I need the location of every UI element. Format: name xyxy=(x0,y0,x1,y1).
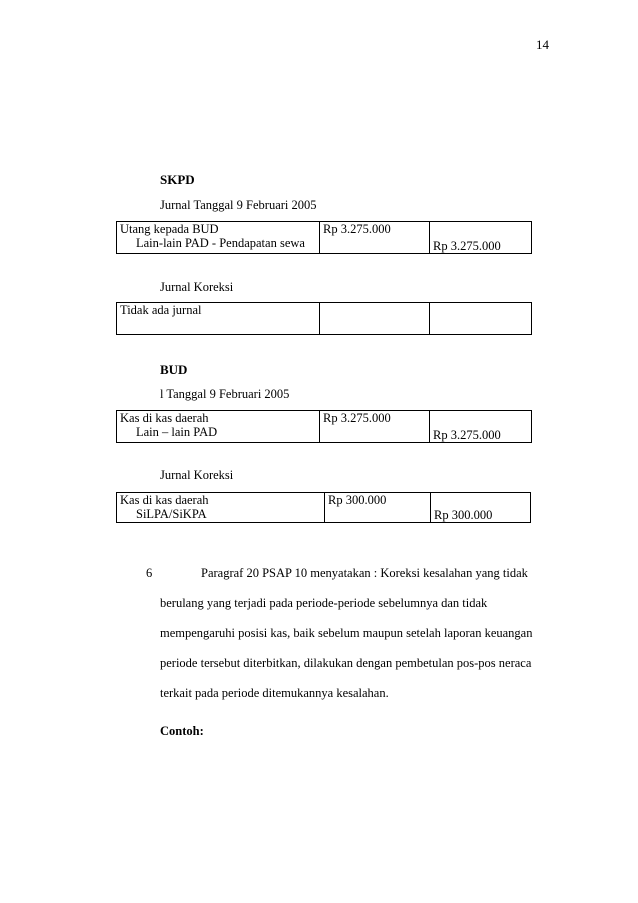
bud-heading: BUD xyxy=(160,362,188,377)
debit-account: Utang kepada BUD xyxy=(120,222,219,236)
credit-amount: Rp 3.275.000 xyxy=(433,428,501,442)
bud-journal-title: l Tanggal 9 Februari 2005 xyxy=(160,387,290,401)
paragraph-first-line: Paragraf 20 PSAP 10 menyatakan : Koreksi kesalahan yang tidak xyxy=(201,566,528,580)
skpd-correction-table xyxy=(116,302,532,335)
credit-cell xyxy=(430,222,532,254)
debit-cell xyxy=(320,411,430,443)
credit-account: Lain-lain PAD - Pendapatan sewa xyxy=(136,236,305,250)
paragraph-line: berulang yang terjadi pada periode-periode sebelumnya dan tidak xyxy=(160,596,488,610)
account-cell xyxy=(117,222,320,254)
account-cell xyxy=(117,411,320,443)
bud-journal-table xyxy=(116,410,532,443)
skpd-journal-table xyxy=(116,221,532,254)
debit-account: Kas di kas daerah xyxy=(120,493,209,507)
skpd-heading: SKPD xyxy=(160,172,195,187)
correction-text: Tidak ada jurnal xyxy=(120,303,202,317)
debit-amount: Rp 300.000 xyxy=(328,493,387,507)
credit-amount: Rp 3.275.000 xyxy=(433,239,501,253)
account-cell xyxy=(117,493,325,523)
debit-cell xyxy=(325,493,431,523)
credit-account: SiLPA/SiKPA xyxy=(136,507,207,521)
paragraph-number: 6 xyxy=(146,566,153,580)
example-label: Contoh: xyxy=(160,724,204,738)
debit-cell xyxy=(320,222,430,254)
debit-amount: Rp 3.275.000 xyxy=(323,222,391,236)
debit-amount: Rp 3.275.000 xyxy=(323,411,391,425)
skpd-correction-title: Jurnal Koreksi xyxy=(160,280,234,294)
debit-cell xyxy=(320,303,430,335)
credit-amount: Rp 300.000 xyxy=(434,508,493,522)
credit-cell xyxy=(431,493,531,523)
paragraph-line: mempengaruhi posisi kas, baik sebelum maupun setelah laporan keuangan xyxy=(160,626,533,640)
bud-correction-table xyxy=(116,492,531,523)
credit-account: Lain – lain PAD xyxy=(136,425,218,439)
credit-cell xyxy=(430,303,532,335)
paragraph-line: periode tersebut diterbitkan, dilakukan dengan pembetulan pos-pos neraca xyxy=(160,656,532,670)
page-number: 14 xyxy=(536,37,549,52)
skpd-journal-title: Jurnal Tanggal 9 Februari 2005 xyxy=(160,198,317,212)
debit-account: Kas di kas daerah xyxy=(120,411,209,425)
bud-correction-title: Jurnal Koreksi xyxy=(160,468,234,482)
credit-cell xyxy=(430,411,532,443)
paragraph-line: terkait pada periode ditemukannya kesalahan. xyxy=(160,686,389,700)
correction-text-cell xyxy=(117,303,320,335)
